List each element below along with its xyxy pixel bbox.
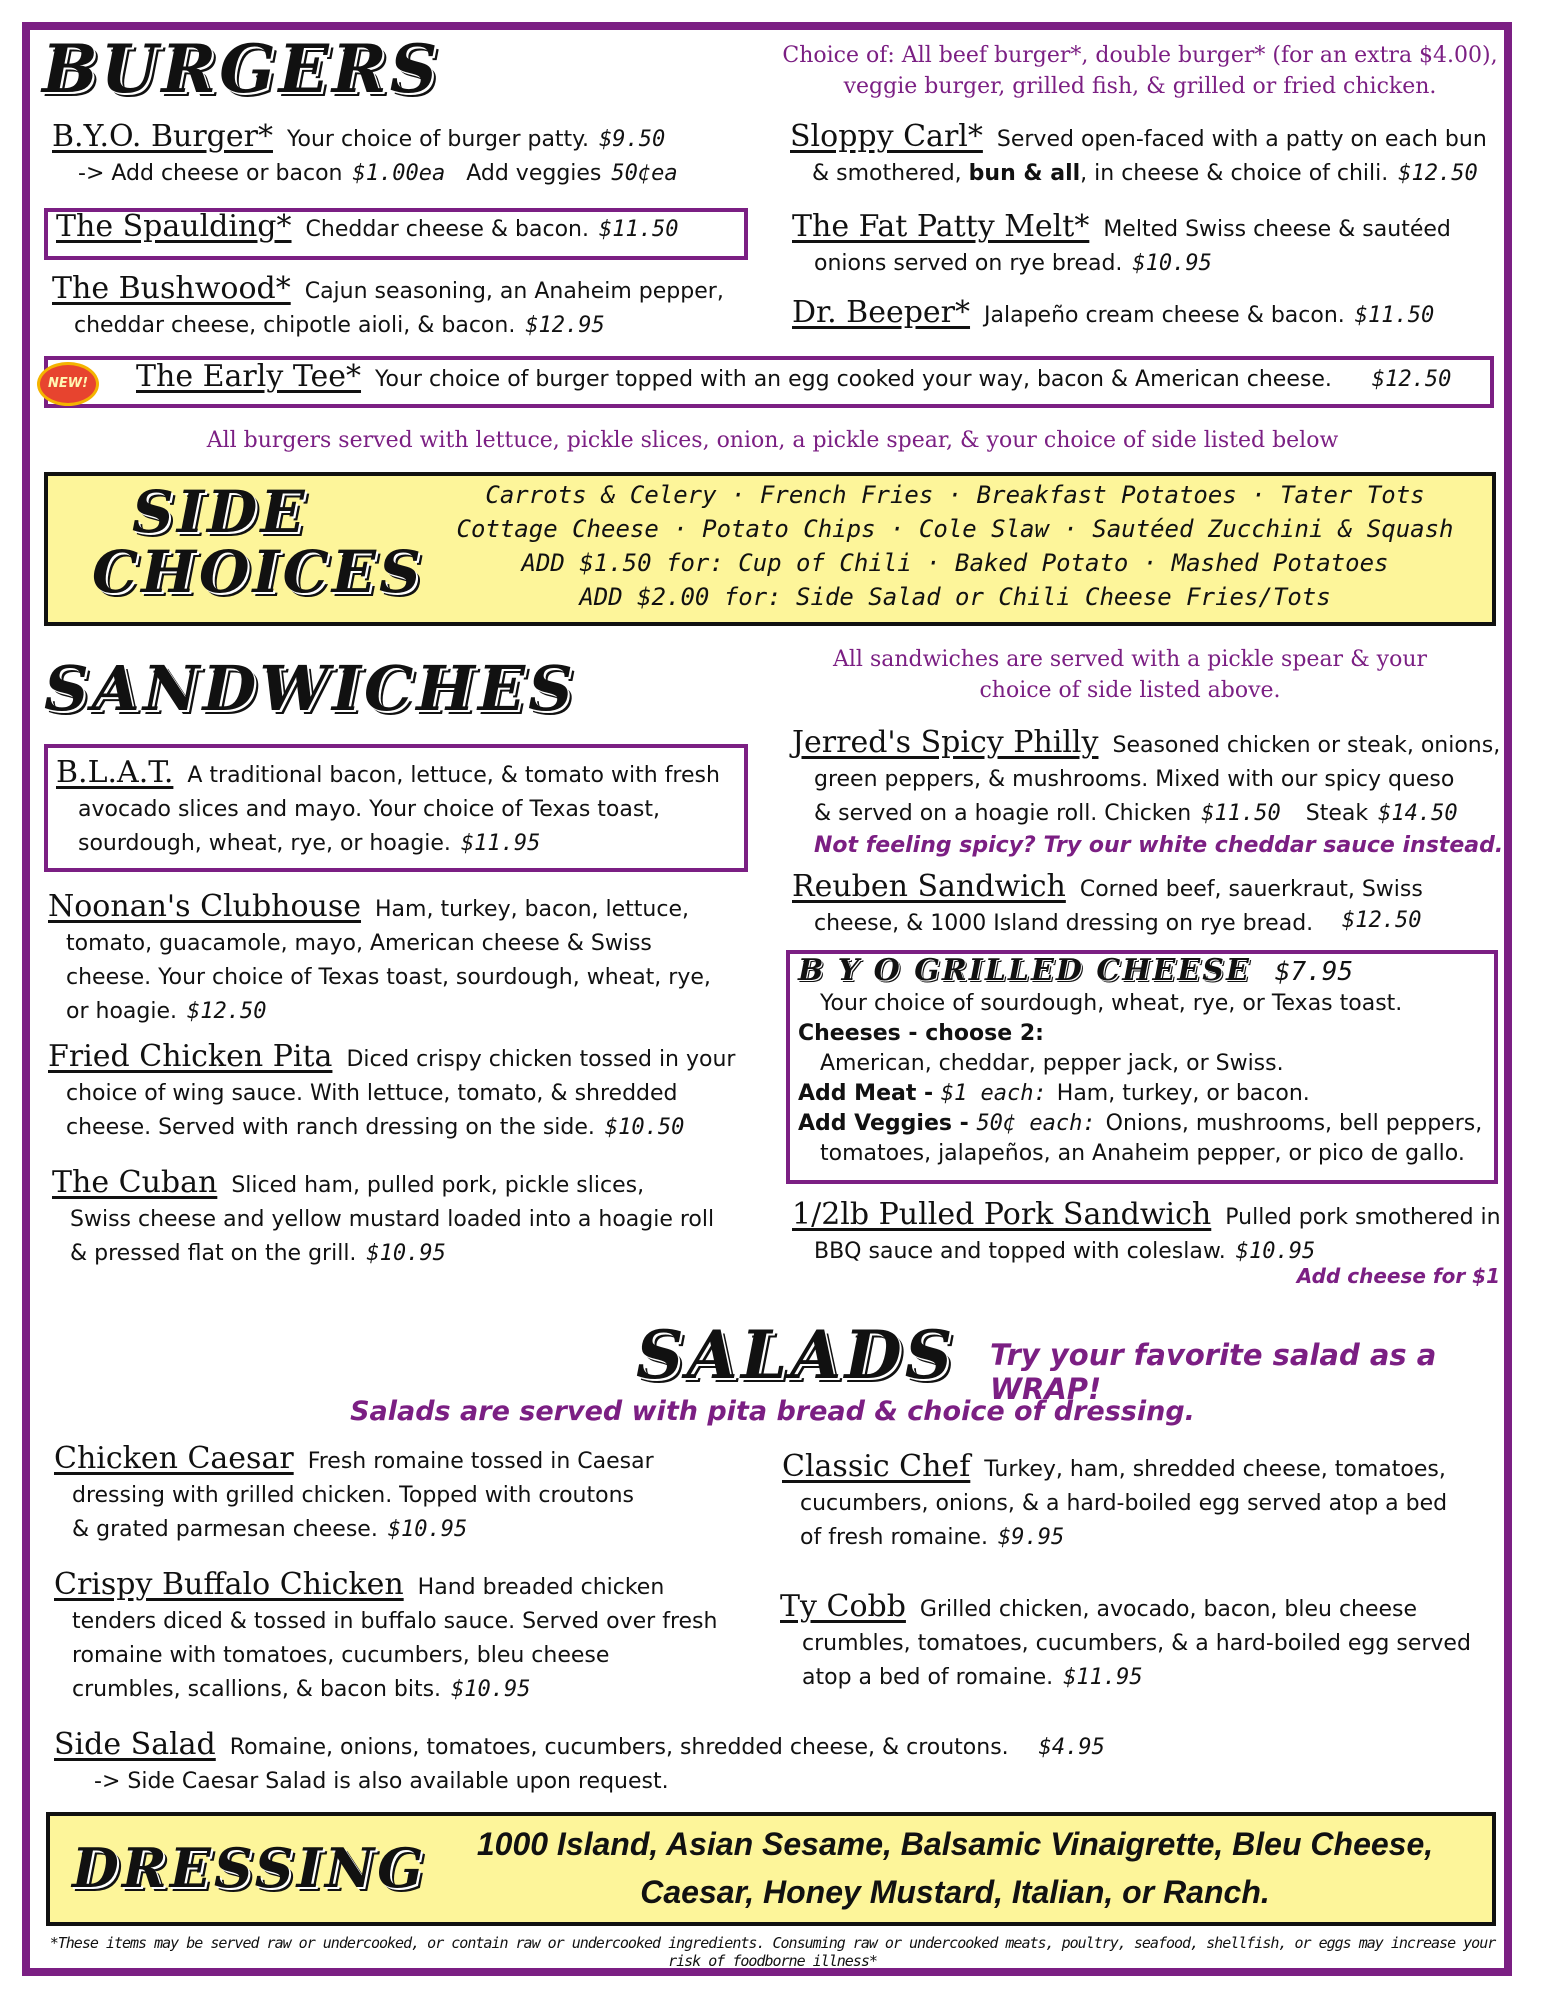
item-price: $11.50 <box>1354 303 1435 328</box>
menu-item-crispy-buffalo-chicken <box>54 1568 774 1707</box>
item-price: $10.95 <box>366 1241 446 1266</box>
item-desc: Romaine, onions, tomatoes, cucumbers, shredded cheese, & croutons. <box>229 1735 1009 1760</box>
item-desc: & served on a hoagie roll. Chicken <box>814 801 1192 826</box>
item-desc: cheese. Your choice of Texas toast, sourdough, wheat, rye, <box>66 965 711 990</box>
salads-heading: SALADS <box>636 1316 956 1394</box>
side-list-line: Carrots & Celery · French Fries · Breakfast Potatoes · Tater Tots <box>485 481 1425 509</box>
item-desc: romaine with tomatoes, cucumbers, bleu cheese <box>72 1643 610 1668</box>
sandwiches-note <box>780 644 1480 706</box>
item-price: $12.50 <box>1371 367 1452 392</box>
item-desc: onions served on rye bread. <box>814 251 1123 276</box>
side-list-line: ADD $2.00 for: Side Salad or Chili Cheese Fries/Tots <box>579 583 1331 611</box>
item-name: Fried Chicken Pita <box>48 1039 333 1074</box>
item-desc: Ham, turkey, bacon, lettuce, <box>375 897 689 922</box>
side-heading-line: CHOICES <box>92 538 424 606</box>
item-price: $9.95 <box>997 1525 1065 1550</box>
item-name: The Cuban <box>52 1165 218 1200</box>
burger-choice-note <box>770 40 1510 102</box>
menu-item-fat-patty-melt <box>792 210 1512 281</box>
sandwiches-heading: SANDWICHES <box>44 652 576 725</box>
menu-item-side-salad <box>54 1728 1494 1799</box>
item-name: Dr. Beeper* <box>792 295 971 330</box>
item-price: $1 each: <box>940 1081 1047 1106</box>
item-option-label: Add Veggies - <box>798 1111 977 1136</box>
item-desc: Seasoned chicken or steak, onions, <box>1112 733 1501 758</box>
item-desc: Cajun seasoning, an Anaheim pepper, <box>304 279 724 304</box>
item-price: $1.00ea <box>352 161 446 186</box>
item-desc: choice of wing sauce. With lettuce, tomato, & shredded <box>66 1081 678 1106</box>
item-desc: & pressed flat on the grill. <box>70 1241 357 1266</box>
sandwiches-note-line: choice of side listed above. <box>979 678 1281 703</box>
item-desc: dressing with grilled chicken. Topped with croutons <box>72 1483 634 1508</box>
item-price: $14.50 <box>1378 801 1458 826</box>
philly-alt-note: Not feeling spicy? Try our white cheddar sauce instead. <box>814 833 1504 858</box>
item-desc: & smothered, <box>812 161 969 186</box>
side-list-line: ADD $1.50 for: Cup of Chili · Baked Potato · Mashed Potatoes <box>521 549 1389 577</box>
menu-item-chicken-caesar <box>54 1442 774 1547</box>
item-desc: tomato, guacamole, mayo, American cheese & Swiss <box>66 931 652 956</box>
item-desc: Your choice of burger patty. <box>286 127 590 152</box>
burger-choice-note-line: veggie burger, grilled fish, & grilled or fried chicken. <box>843 74 1437 99</box>
item-name: The Early Tee* <box>136 359 362 394</box>
item-desc: crumbles, tomatoes, cucumbers, & a hard-boiled egg served <box>802 1631 1471 1656</box>
burgers-served-note: All burgers served with lettuce, pickle slices, onion, a pickle spear, & your choice of side listed below <box>206 428 1339 453</box>
item-desc: tenders diced & tossed in buffalo sauce. Served over fresh <box>72 1609 718 1634</box>
item-name: Side Salad <box>54 1727 216 1762</box>
item-name: The Fat Patty Melt* <box>792 209 1090 244</box>
item-desc: Melted Swiss cheese & sautéed <box>1103 217 1451 242</box>
item-desc: Hand breaded chicken <box>417 1575 665 1600</box>
item-name: B.L.A.T. <box>56 755 174 790</box>
side-choices-heading <box>92 478 424 606</box>
item-price: $11.95 <box>1063 1665 1143 1690</box>
item-name: Ty Cobb <box>780 1589 906 1624</box>
item-addon: -> Add cheese or bacon <box>78 161 343 186</box>
pulled-pork-addon: Add cheese for $1 <box>1296 1264 1500 1288</box>
item-desc: Corned beef, sauerkraut, Swiss <box>1079 877 1423 902</box>
item-desc-bold: bun & all <box>968 161 1081 186</box>
item-desc: of fresh romaine. <box>800 1525 988 1550</box>
item-desc: Your choice of sourdough, wheat, rye, or Texas toast. <box>820 991 1403 1016</box>
item-desc: or hoagie. <box>66 999 177 1024</box>
menu-item-bushwood <box>52 272 772 343</box>
item-name: Classic Chef <box>782 1449 971 1484</box>
item-desc: Steak <box>1305 801 1369 826</box>
item-option-label: Cheeses - choose 2: <box>798 1021 1044 1046</box>
item-desc: American, cheddar, pepper jack, or Swiss. <box>820 1051 1284 1076</box>
new-badge: NEW! <box>40 365 96 403</box>
item-desc: Diced crispy chicken tossed in your <box>346 1047 736 1072</box>
item-price: $10.50 <box>604 1115 685 1140</box>
item-desc: & grated parmesan cheese. <box>72 1517 378 1542</box>
item-desc: tomatoes, jalapeños, an Anaheim pepper, or pico de gallo. <box>820 1141 1465 1166</box>
item-price: $11.50 <box>1201 801 1281 826</box>
side-heading-line: SIDE <box>132 478 308 546</box>
item-name: Chicken Caesar <box>54 1441 294 1476</box>
dressing-list <box>420 1820 1490 1916</box>
item-desc: Jalapeño cream cheese & bacon. <box>984 303 1345 328</box>
item-price: $10.95 <box>1235 1239 1316 1264</box>
item-desc: Ham, turkey, or bacon. <box>1056 1081 1310 1106</box>
item-price: $12.50 <box>1342 908 1422 933</box>
menu-item-noonans-clubhouse <box>48 890 768 1029</box>
item-price: $12.95 <box>525 313 605 338</box>
dressing-list-line: Caesar, Honey Mustard, Italian, or Ranch. <box>640 1874 1270 1910</box>
item-addon: -> Side Caesar Salad is also available upon request. <box>94 1769 669 1794</box>
footer-disclaimer: *These items may be served raw or undercooked, or contain raw or undercooked ingredients. Consuming raw or undercooked meats, poultry, seafood, shellfish, or eggs may increase your risk of foodborne illness* <box>49 1934 1496 1970</box>
item-desc: Onions, mushrooms, bell peppers, <box>1105 1111 1483 1136</box>
item-price: 50¢ each: <box>976 1111 1096 1136</box>
item-name: 1/2lb Pulled Pork Sandwich <box>792 1197 1212 1232</box>
item-desc: Swiss cheese and yellow mustard loaded into a hoagie roll <box>70 1207 715 1232</box>
item-price: 50¢ea <box>611 161 678 186</box>
item-desc: Sliced ham, pulled pork, pickle slices, <box>231 1173 645 1198</box>
menu-item-ty-cobb <box>780 1590 1500 1695</box>
item-desc: Your choice of burger topped with an egg cooked your way, bacon & American cheese. <box>375 367 1332 392</box>
menu-item-the-cuban <box>52 1166 772 1271</box>
dressing-list-line: 1000 Island, Asian Sesame, Balsamic Vinaigrette, Bleu Cheese, <box>476 1826 1434 1862</box>
item-desc: Fresh romaine tossed in Caesar <box>307 1449 654 1474</box>
item-price: $11.95 <box>460 831 541 856</box>
item-name: Noonan's Clubhouse <box>48 889 362 924</box>
item-desc: BBQ sauce and topped with coleslaw. <box>814 1239 1226 1264</box>
menu-item-byo-burger <box>52 120 752 191</box>
item-desc: Pulled pork smothered in <box>1225 1205 1501 1230</box>
menu-item-sloppy-carl <box>790 120 1510 191</box>
item-desc: crumbles, scallions, & bacon bits. <box>72 1677 442 1702</box>
salad-wrap-note: Try your favorite salad as a WRAP! <box>990 1338 1437 1406</box>
item-desc: cheddar cheese, chipotle aioli, & bacon. <box>74 313 516 338</box>
menu-item-fried-chicken-pita <box>48 1040 768 1145</box>
menu-item-early-tee <box>136 360 1486 397</box>
item-desc: A traditional bacon, lettuce, & tomato with fresh <box>187 763 720 788</box>
side-list-line: Cottage Cheese · Potato Chips · Cole Slaw · Sautéed Zucchini & Squash <box>456 515 1454 543</box>
item-name: The Spaulding* <box>56 209 292 244</box>
item-name: B.Y.O. Burger* <box>52 119 273 154</box>
item-option-label: Add Meat - <box>798 1081 941 1106</box>
item-desc: cheese. Served with ranch dressing on the side. <box>66 1115 595 1140</box>
item-addon: Add veggies <box>466 161 602 186</box>
item-name: B Y O GRILLED CHEESE <box>798 953 1251 988</box>
item-name: Crispy Buffalo Chicken <box>54 1567 404 1602</box>
item-price: $7.95 <box>1274 957 1354 987</box>
item-desc: Cheddar cheese & bacon. <box>305 217 589 242</box>
item-desc: Grilled chicken, avocado, bacon, bleu cheese <box>919 1597 1418 1622</box>
menu-item-classic-chef <box>782 1450 1502 1555</box>
item-desc: , in cheese & choice of chili. <box>1080 161 1389 186</box>
item-desc: atop a bed of romaine. <box>802 1665 1054 1690</box>
item-name: Reuben Sandwich <box>792 869 1066 904</box>
dressing-heading: DRESSING <box>72 1836 427 1900</box>
item-price: $12.50 <box>1398 161 1478 186</box>
salads-served-note: Salads are served with pita bread & choice of dressing. <box>350 1396 1195 1427</box>
menu-item-pulled-pork <box>792 1198 1512 1269</box>
burgers-heading: BURGERS <box>42 30 441 108</box>
item-price: $12.50 <box>187 999 267 1024</box>
item-price: $10.95 <box>451 1677 531 1702</box>
menu-item-blat <box>56 756 746 861</box>
item-price: $10.95 <box>387 1517 468 1542</box>
item-desc: sourdough, wheat, rye, or hoagie. <box>78 831 451 856</box>
item-desc: green peppers, & mushrooms. Mixed with our spicy queso <box>814 767 1455 792</box>
sandwiches-note-line: All sandwiches are served with a pickle spear & your <box>832 647 1428 672</box>
item-price: $4.95 <box>1038 1735 1105 1760</box>
item-desc: cucumbers, onions, & a hard-boiled egg served atop a bed <box>800 1491 1448 1516</box>
item-desc: Served open-faced with a patty on each bun <box>996 127 1487 152</box>
menu-item-reuben <box>792 870 1512 941</box>
item-desc: cheese, & 1000 Island dressing on rye bread. <box>814 911 1314 936</box>
item-name: Jerred's Spicy Philly <box>792 725 1099 760</box>
item-desc: avocado slices and mayo. Your choice of Texas toast, <box>78 797 660 822</box>
item-price: $9.50 <box>599 127 666 152</box>
menu-item-byo-grilled-cheese <box>798 953 1492 1169</box>
menu-item-dr-beeper <box>792 296 1512 333</box>
item-desc: Turkey, ham, shredded cheese, tomatoes, <box>984 1457 1446 1482</box>
menu-item-spaulding <box>56 210 746 247</box>
item-name: The Bushwood* <box>52 271 291 306</box>
menu-item-spicy-philly <box>792 726 1512 861</box>
item-name: Sloppy Carl* <box>790 119 983 154</box>
side-choices-list <box>420 478 1490 614</box>
item-price: $11.50 <box>599 217 679 242</box>
burger-choice-note-line: Choice of: All beef burger*, double burger* (for an extra $4.00), <box>782 43 1498 68</box>
item-price: $10.95 <box>1132 251 1212 276</box>
